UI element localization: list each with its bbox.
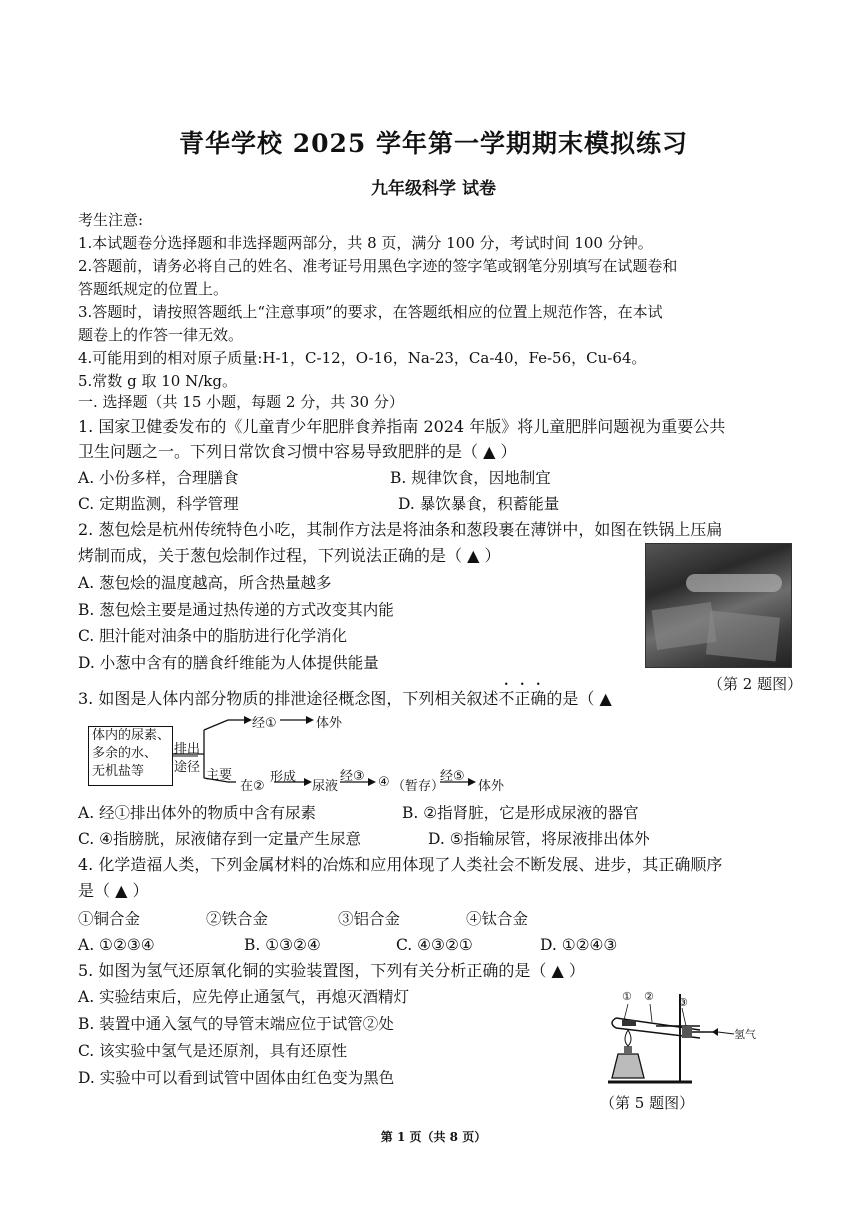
hydrogen-reduction-apparatus — [596, 986, 766, 1090]
form-label: 形成 — [270, 770, 297, 785]
substances-box: 体内的尿素、 多余的水、 无机盐等 — [88, 726, 173, 786]
temp-label: （暂存） — [392, 779, 445, 794]
via3-label: 经③ — [340, 769, 365, 784]
notice-item-5: 5.常数 g 取 10 N/kg。 — [78, 372, 237, 390]
q4-material-4: ④钛合金 — [466, 910, 529, 928]
q3-option-a: A. 经①排出体外的物质中含有尿素 — [78, 804, 317, 822]
apparatus-label-3: ③ — [678, 996, 688, 1009]
q4-option-a: A. ①②③④ — [78, 936, 155, 954]
q4-material-3: ③铝合金 — [338, 910, 401, 928]
q2-caption: （第 2 题图） — [708, 675, 803, 693]
q4-option-d: D. ①②④③ — [540, 936, 618, 954]
notice-item-2a: 2.答题前，请务必将自己的姓名、准考证号用黑色字迹的签字笔或钢笔分别填写在试题卷和 — [78, 257, 678, 275]
q1-option-b: B. 规律饮食，因地制宜 — [390, 469, 551, 487]
q5-option-b: B. 装置中通入氢气的导管末端应位于试管②处 — [78, 1015, 394, 1033]
section-heading: 一. 选择题（共 15 小题，每题 2 分，共 30 分） — [78, 393, 404, 411]
q3-stem-emphasis: 不正确 — [498, 689, 547, 708]
q4-option-c: C. ④③②① — [396, 936, 473, 954]
q3-stem-pre: 3. 如图是人体内部分物质的排泄途径概念图，下列相关叙述 — [78, 689, 499, 708]
out2-label: 体外 — [478, 779, 505, 794]
notice-item-3b: 题卷上的作答一律无效。 — [78, 326, 244, 344]
q1-stem-a: 1. 国家卫健委发布的《儿童青少年肥胖食养指南 2024 年版》将儿童肥胖问题视为重要公共 — [78, 417, 726, 436]
q5-option-d: D. 实验中可以看到试管中固体由红色变为黑色 — [78, 1069, 395, 1087]
q4-stem-b: 是（ ▲ ） — [78, 881, 149, 900]
via5-label: 经⑤ — [440, 769, 465, 784]
n4-label: ④ — [378, 775, 390, 790]
q2-option-a: A. 葱包烩的温度越高，所含热量越多 — [78, 574, 332, 592]
q5-option-c: C. 该实验中氢气是还原剂，具有还原性 — [78, 1042, 348, 1060]
q1-option-d: D. 暴饮暴食，积蓄能量 — [398, 495, 560, 513]
concept-map-lines — [78, 716, 538, 796]
notice-heading: 考生注意: — [78, 211, 144, 229]
q3-option-b: B. ②指肾脏，它是形成尿液的器官 — [402, 804, 639, 822]
q1-option-a: A. 小份多样，合理膳食 — [78, 469, 239, 487]
out1-label: 体外 — [316, 716, 343, 731]
notice-item-3a: 3.答题时，请按照答题纸上“注意事项”的要求，在答题纸相应的位置上规范作答，在本试 — [78, 303, 663, 321]
exam-subtitle: 九年级科学 试卷 — [371, 179, 496, 199]
q2-option-b: B. 葱包烩主要是通过热传递的方式改变其内能 — [78, 601, 394, 619]
q1-stem-b: 卫生问题之一。下列日常饮食习惯中容易导致肥胖的是（ ▲ ） — [78, 442, 517, 461]
q2-stem-b: 烤制而成，关于葱包烩制作过程，下列说法正确的是（ ▲ ） — [78, 546, 501, 565]
q3-option-d: D. ⑤指输尿管，将尿液排出体外 — [428, 830, 650, 848]
apparatus-label-2: ② — [644, 990, 654, 1003]
excrete-label-2: 途径 — [174, 760, 201, 775]
at2-label: 在② — [240, 779, 265, 794]
urine-label: 尿液 — [312, 779, 339, 794]
excrete-label-1: 排出 — [174, 742, 201, 757]
q2-option-c: C. 胆汁能对油条中的脂肪进行化学消化 — [78, 627, 348, 645]
q2-stem-a: 2. 葱包烩是杭州传统特色小吃，其制作方法是将油条和葱段裹在薄饼中，如图在铁锅上压扁 — [78, 520, 723, 539]
q4-option-b: B. ①③②④ — [244, 936, 321, 954]
route1-label: 经① — [252, 716, 277, 731]
notice-item-4: 4.可能用到的相对原子质量:H-1，C-12，O-16，Na-23，Ca-40，Fe-56，Cu-64。 — [78, 349, 647, 367]
q3-option-c: C. ④指膀胱，尿液储存到一定量产生尿意 — [78, 830, 362, 848]
notice-item-2b: 答题纸规定的位置上。 — [78, 280, 229, 298]
hydrogen-label: 氢气 — [734, 1028, 756, 1041]
q4-material-1: ①铜合金 — [78, 910, 141, 928]
exam-title: 青华学校 2025 学年第一学期期末模拟练习 — [179, 129, 688, 158]
q3-stem-post: 的是（ ▲ — [546, 689, 612, 708]
q2-photo-image — [645, 543, 792, 668]
q1-option-c: C. 定期监测，科学管理 — [78, 495, 239, 513]
q5-caption: （第 5 题图） — [600, 1094, 695, 1112]
q4-stem-a: 4. 化学造福人类，下列金属材料的冶炼和应用体现了人类社会不断发展、进步，其正确顺序 — [78, 855, 723, 874]
q5-option-a: A. 实验结束后，应先停止通氢气，再熄灭酒精灯 — [78, 988, 410, 1006]
q3-stem — [78, 680, 612, 709]
q4-material-2: ②铁合金 — [206, 910, 269, 928]
q5-stem: 5. 如图为氢气还原氧化铜的实验装置图，下列有关分析正确的是（ ▲ ） — [78, 961, 585, 980]
apparatus-label-1: ① — [622, 990, 632, 1003]
excretion-concept-map — [78, 716, 538, 796]
notice-item-1: 1.本试题卷分选择题和非选择题两部分，共 8 页，满分 100 分，考试时间 100 分钟。 — [78, 234, 653, 252]
q2-option-d: D. 小葱中含有的膳食纤维能为人体提供能量 — [78, 654, 379, 672]
page-footer: 第 1 页（共 8 页） — [380, 1130, 487, 1144]
main-label: 主要 — [206, 768, 233, 783]
